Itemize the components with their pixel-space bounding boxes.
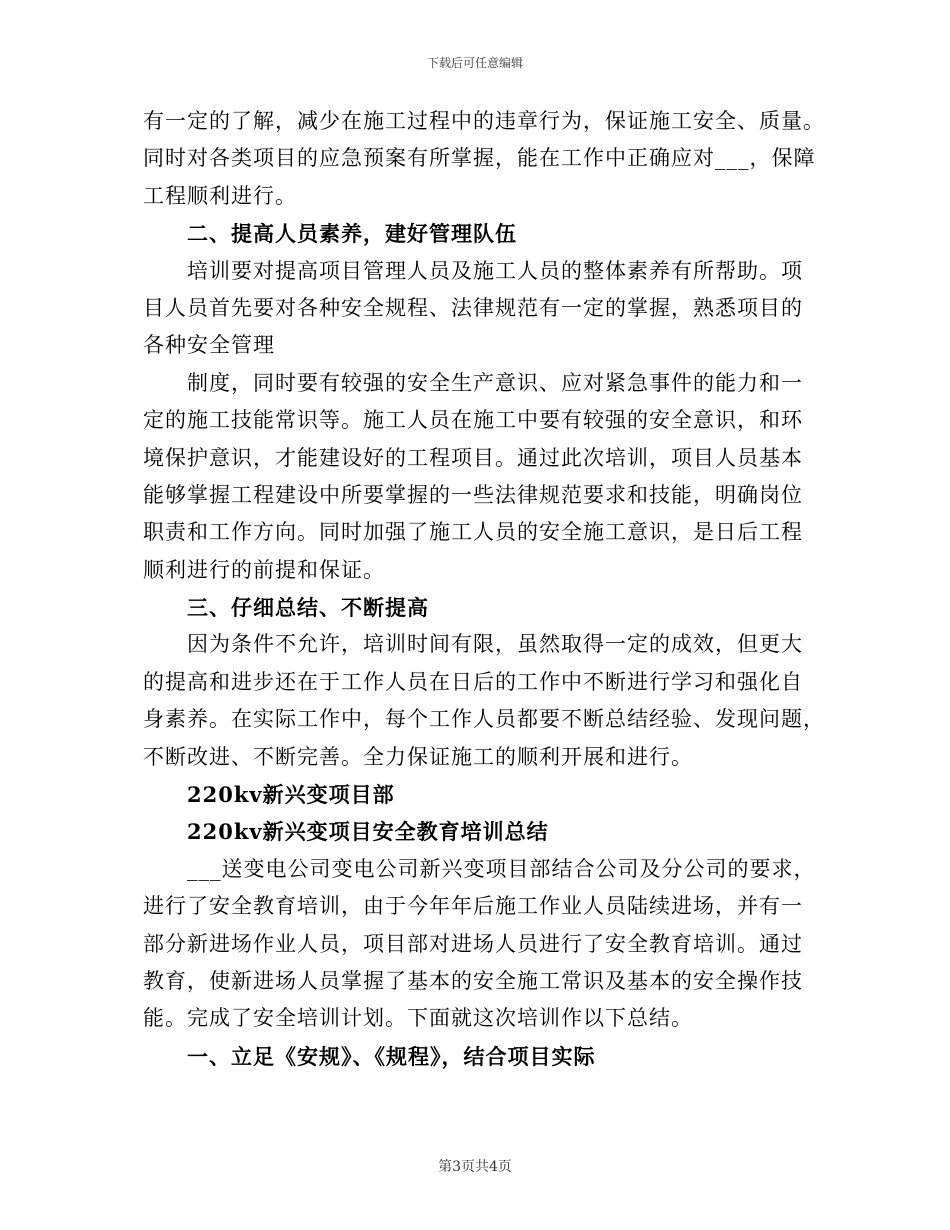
text-line: 不断改进、不断完善。全力保证施工的顺利开展和进行。 (143, 744, 693, 769)
section-heading: 二、提高人员素养，建好管理队伍 (187, 221, 517, 247)
text-line: 的提高和进步还在于工作人员在日后的工作中不断进行学习和强化自 (143, 669, 803, 694)
text-line: 部分新进场作业人员，项目部对进场人员进行了安全教育培训。通过 (143, 931, 803, 956)
text-line: 身素养。在实际工作中，每个工作人员都要不断总结经验、发现问题， (143, 707, 825, 732)
text-line: 因为条件不允许，培训时间有限，虽然取得一定的成效，但更大 (187, 632, 803, 657)
body-text (143, 103, 825, 1075)
text-line: 能。完成了安全培训计划。下面就这次培训作以下总结。 (143, 1006, 693, 1031)
text-line: 有一定的了解，减少在施工过程中的违章行为，保证施工安全、质量。 (143, 109, 825, 133)
text-line: 进行了安全教育培训，由于今年年后施工作业人员陆续进场，并有一 (143, 894, 803, 919)
page-footer: 第3页共4页 (438, 1159, 512, 1175)
page-header: 下载后可任意编辑 (426, 56, 523, 70)
text-line: 境保护意识，才能建设好的工程项目。通过此次培训，项目人员基本 (143, 445, 803, 470)
text-line: ___送变电公司变电公司新兴变项目部结合公司及分公司的要求， (187, 856, 816, 881)
section-heading: 220kv新兴变项目部 (187, 782, 395, 808)
text-line: 职责和工作方向。同时加强了施工人员的安全施工意识，是日后工程 (143, 520, 803, 545)
text-line: 目人员首先要对各种安全规程、法律规范有一定的掌握，熟悉项目的 (143, 295, 803, 320)
text-line: 定的施工技能常识等。施工人员在施工中要有较强的安全意识，和环 (143, 408, 803, 433)
text-line: 同时对各类项目的应急预案有所掌握，能在工作中正确应对___，保障 (143, 146, 816, 171)
text-line: 能够掌握工程建设中所要掌握的一些法律规范要求和技能，明确岗位 (143, 482, 803, 507)
text-line: 教育，使新进场人员掌握了基本的安全施工常识及基本的安全操作技 (143, 968, 803, 993)
section-heading: 一、立足《安规》、《规程》，结合项目实际 (187, 1043, 596, 1069)
text-line: 培训要对提高项目管理人员及施工人员的整体素养有所帮助。项 (187, 258, 803, 283)
text-line: 各种安全管理 (143, 333, 275, 358)
text-line: 顺利进行的前提和保证。 (143, 557, 385, 582)
section-heading: 220kv新兴变项目安全教育培训总结 (187, 819, 549, 845)
text-line: 工程顺利进行。 (143, 183, 297, 208)
text-line: 制度，同时要有较强的安全生产意识、应对紧急事件的能力和一 (187, 370, 803, 395)
section-heading: 三、仔细总结、不断提高 (187, 595, 429, 621)
